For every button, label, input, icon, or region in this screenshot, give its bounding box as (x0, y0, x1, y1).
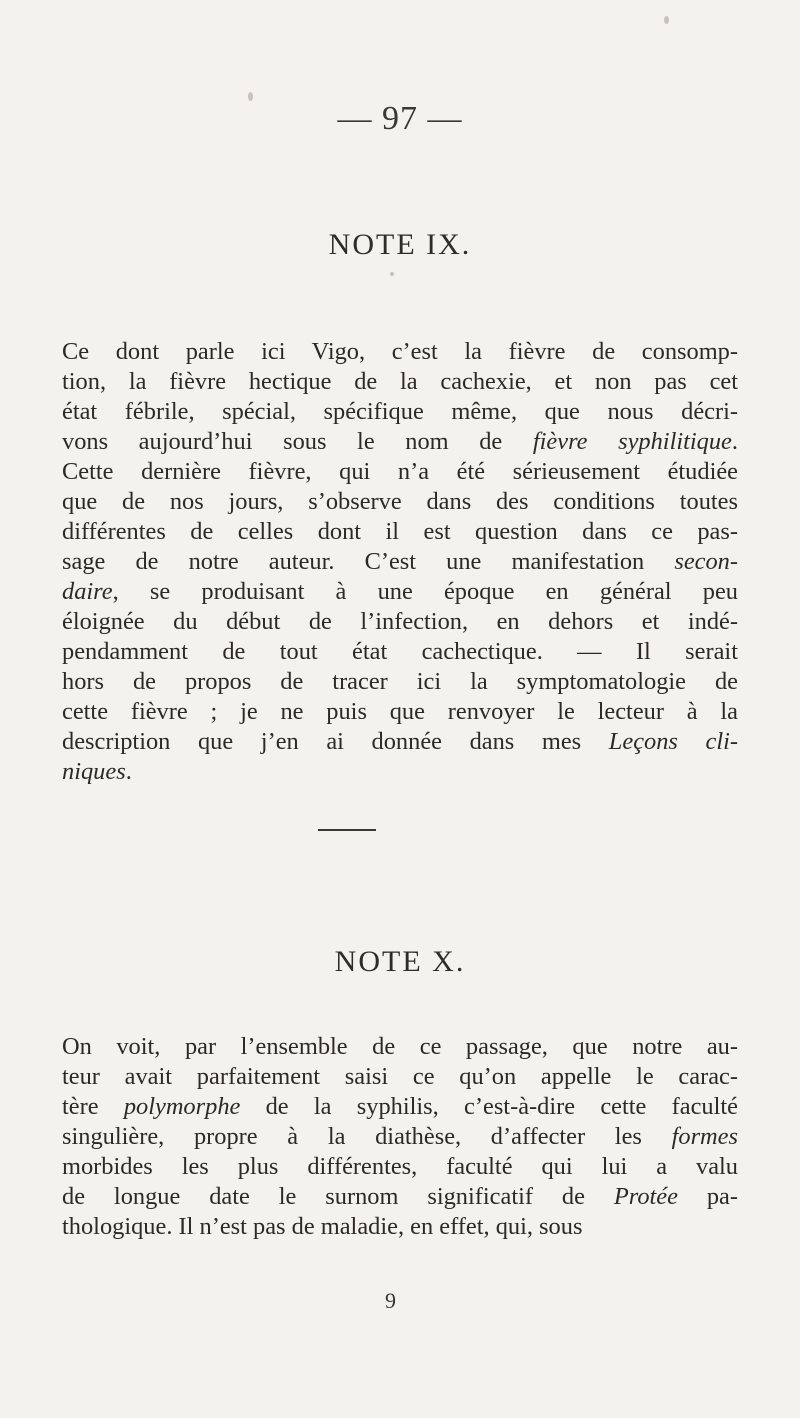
text-line (62, 1212, 738, 1242)
italic-phrase: daire (62, 578, 113, 605)
section-divider (318, 829, 376, 831)
text-line (62, 457, 738, 487)
text-run: hors de propos de tracer ici la symptomatologie de (62, 668, 738, 695)
text-run: tion, la fièvre hectique de la cachexie, et non pas cet (62, 368, 738, 395)
text-line (62, 337, 738, 367)
text-run: pa- (677, 1183, 738, 1210)
text-line (62, 607, 738, 637)
paper-speck (248, 92, 253, 101)
text-line (62, 1122, 738, 1152)
text-run: thologique. Il n’est pas de maladie, en effet, qui, sous (62, 1213, 583, 1240)
text-line (62, 1092, 738, 1122)
text-run: différentes de celles dont il est question dans ce pas- (62, 518, 738, 545)
text-run: sage de notre auteur. C’est une manifestation (62, 548, 675, 575)
text-line (62, 397, 738, 427)
text-line (62, 637, 738, 667)
text-run: singulière, propre à la diathèse, d’affecter les (62, 1123, 672, 1150)
text-line (62, 697, 738, 727)
page-number: — 97 — (337, 100, 463, 137)
text-run: tère (62, 1093, 124, 1120)
text-run: cette fièvre ; je ne puis que renvoyer le lecteur à la (62, 698, 738, 725)
text-run: On voit, par l’ensemble de ce passage, que notre au- (62, 1033, 738, 1060)
text-run: de longue date le surnom significatif de (62, 1183, 614, 1210)
note-x-paragraph (62, 1032, 738, 1242)
italic-phrase: niques (62, 758, 126, 785)
text-run: pendamment de tout état cachectique. — Il serait (62, 638, 738, 665)
paper-speck (664, 16, 669, 24)
text-run: . (731, 428, 738, 455)
text-line (62, 667, 738, 697)
text-line (62, 577, 738, 607)
text-run: , se produisant à une époque en général peu (112, 578, 738, 605)
text-run: de la syphilis, c’est-à-dire cette faculté (240, 1093, 738, 1120)
text-line (62, 547, 738, 577)
text-line (62, 517, 738, 547)
note-x-title: NOTE X. (334, 945, 466, 978)
note-ix-paragraph (62, 337, 738, 787)
text-run: morbides les plus différentes, faculté qui lui a valu (62, 1153, 738, 1180)
text-line (62, 1152, 738, 1182)
paper-speck (390, 272, 394, 276)
text-run: . (125, 758, 132, 785)
text-line (62, 1032, 738, 1062)
text-run: teur avait parfaitement saisi ce qu’on appelle le carac- (62, 1063, 738, 1090)
italic-phrase: formes (671, 1123, 738, 1150)
text-run: état fébrile, spécial, spécifique même, que nous décri- (62, 398, 738, 425)
text-line (62, 1182, 738, 1212)
italic-phrase: Protée (613, 1183, 678, 1210)
text-line (62, 1062, 738, 1092)
italic-phrase: secon- (674, 548, 738, 575)
text-run: que de nos jours, s’observe dans des conditions toutes (62, 488, 738, 515)
italic-phrase: polymorphe (123, 1093, 241, 1120)
italic-phrase: Leçons cli- (608, 728, 739, 755)
text-line (62, 727, 738, 757)
note-ix-title: NOTE IX. (328, 228, 472, 261)
text-line (62, 427, 738, 457)
text-run: Cette dernière fièvre, qui n’a été sérieusement étudiée (62, 458, 738, 485)
signature-mark: 9 (385, 1288, 396, 1313)
text-line (62, 757, 738, 787)
italic-phrase: fièvre syphilitique (532, 428, 732, 455)
text-run: éloignée du début de l’infection, en dehors et indé- (62, 608, 738, 635)
text-run: vons aujourd’hui sous le nom de (62, 428, 533, 455)
text-run: description que j’en ai donnée dans mes (62, 728, 609, 755)
text-line (62, 487, 738, 517)
text-line (62, 367, 738, 397)
text-run: Ce dont parle ici Vigo, c’est la fièvre de consomp- (62, 338, 738, 365)
